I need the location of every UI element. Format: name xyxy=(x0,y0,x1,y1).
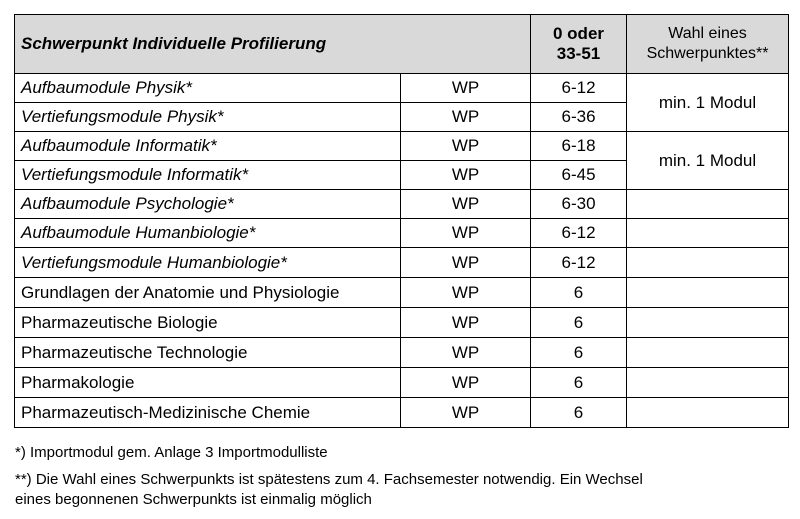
module-cp: 6-45 xyxy=(531,161,627,190)
table-row xyxy=(15,278,789,308)
module-name: Aufbaumodule Informatik* xyxy=(15,132,401,161)
module-name: Vertiefungsmodule Humanbiologie* xyxy=(15,248,401,278)
table-row xyxy=(15,74,789,103)
table-row xyxy=(15,368,789,398)
module-cp: 6 xyxy=(531,398,627,428)
wahl-header-line2: Schwerpunktes** xyxy=(646,45,769,62)
table-title: Schwerpunkt Individuelle Profilierung xyxy=(15,15,531,74)
module-cp: 6 xyxy=(531,338,627,368)
footnote-schwerpunkt-line2: eines begonnenen Schwerpunkts ist einmalig möglich xyxy=(15,491,372,508)
profile-table xyxy=(14,14,789,428)
cp-header-line2: 33-51 xyxy=(556,44,601,63)
module-name: Vertiefungsmodule Physik* xyxy=(15,103,401,132)
note-empty xyxy=(627,368,789,398)
table-row xyxy=(15,308,789,338)
cp-header-line1: 0 oder xyxy=(553,24,605,43)
module-cp: 6 xyxy=(531,368,627,398)
module-cp: 6 xyxy=(531,278,627,308)
footnote-import: *) Importmodul gem. Anlage 3 Importmodulliste xyxy=(15,444,328,461)
module-type: WP xyxy=(401,74,531,103)
cp-header xyxy=(531,15,627,74)
module-cp: 6 xyxy=(531,308,627,338)
module-cp: 6-30 xyxy=(531,190,627,219)
note-empty xyxy=(627,308,789,338)
table-row xyxy=(15,398,789,428)
module-type: WP xyxy=(401,190,531,219)
note-empty xyxy=(627,338,789,368)
module-name: Pharmazeutische Biologie xyxy=(15,308,401,338)
module-type: WP xyxy=(401,248,531,278)
table-row xyxy=(15,132,789,161)
note-empty xyxy=(627,278,789,308)
note-empty xyxy=(627,398,789,428)
footnotes xyxy=(15,443,790,512)
module-cp: 6-36 xyxy=(531,103,627,132)
wahl-header xyxy=(627,15,789,74)
module-cp: 6-12 xyxy=(531,74,627,103)
note-informatik-text: min. 1 Modul xyxy=(658,150,757,170)
module-type: WP xyxy=(401,398,531,428)
module-cp: 6-12 xyxy=(531,219,627,248)
module-type: WP xyxy=(401,278,531,308)
table-row xyxy=(15,248,789,278)
module-cp: 6-18 xyxy=(531,132,627,161)
module-name: Pharmakologie xyxy=(15,368,401,398)
note-empty xyxy=(627,248,789,278)
note-informatik xyxy=(627,132,789,190)
module-type: WP xyxy=(401,103,531,132)
module-name: Grundlagen der Anatomie und Physiologie xyxy=(15,278,401,308)
table-row xyxy=(15,219,789,248)
module-type: WP xyxy=(401,368,531,398)
module-name: Vertiefungsmodule Informatik* xyxy=(15,161,401,190)
module-type: WP xyxy=(401,219,531,248)
note-physik xyxy=(627,74,789,132)
note-empty xyxy=(627,219,789,248)
module-name: Aufbaumodule Physik* xyxy=(15,74,401,103)
table-row xyxy=(15,338,789,368)
module-name: Aufbaumodule Humanbiologie* xyxy=(15,219,401,248)
module-cp: 6-12 xyxy=(531,248,627,278)
table-row xyxy=(15,190,789,219)
note-physik-text: min. 1 Modul xyxy=(658,92,757,112)
module-type: WP xyxy=(401,161,531,190)
module-type: WP xyxy=(401,308,531,338)
footnote-schwerpunkt-line1: **) Die Wahl eines Schwerpunkts ist spätestens zum 4. Fachsemester notwendig. Ein Wechsel xyxy=(15,471,643,488)
wahl-header-line1: Wahl eines xyxy=(668,25,747,42)
module-name: Pharmazeutische Technologie xyxy=(15,338,401,368)
footnote-schwerpunkt xyxy=(15,470,790,510)
module-type: WP xyxy=(401,132,531,161)
module-name: Aufbaumodule Psychologie* xyxy=(15,190,401,219)
module-name: Pharmazeutisch-Medizinische Chemie xyxy=(15,398,401,428)
table-header-row xyxy=(15,15,789,74)
note-empty xyxy=(627,190,789,219)
module-type: WP xyxy=(401,338,531,368)
